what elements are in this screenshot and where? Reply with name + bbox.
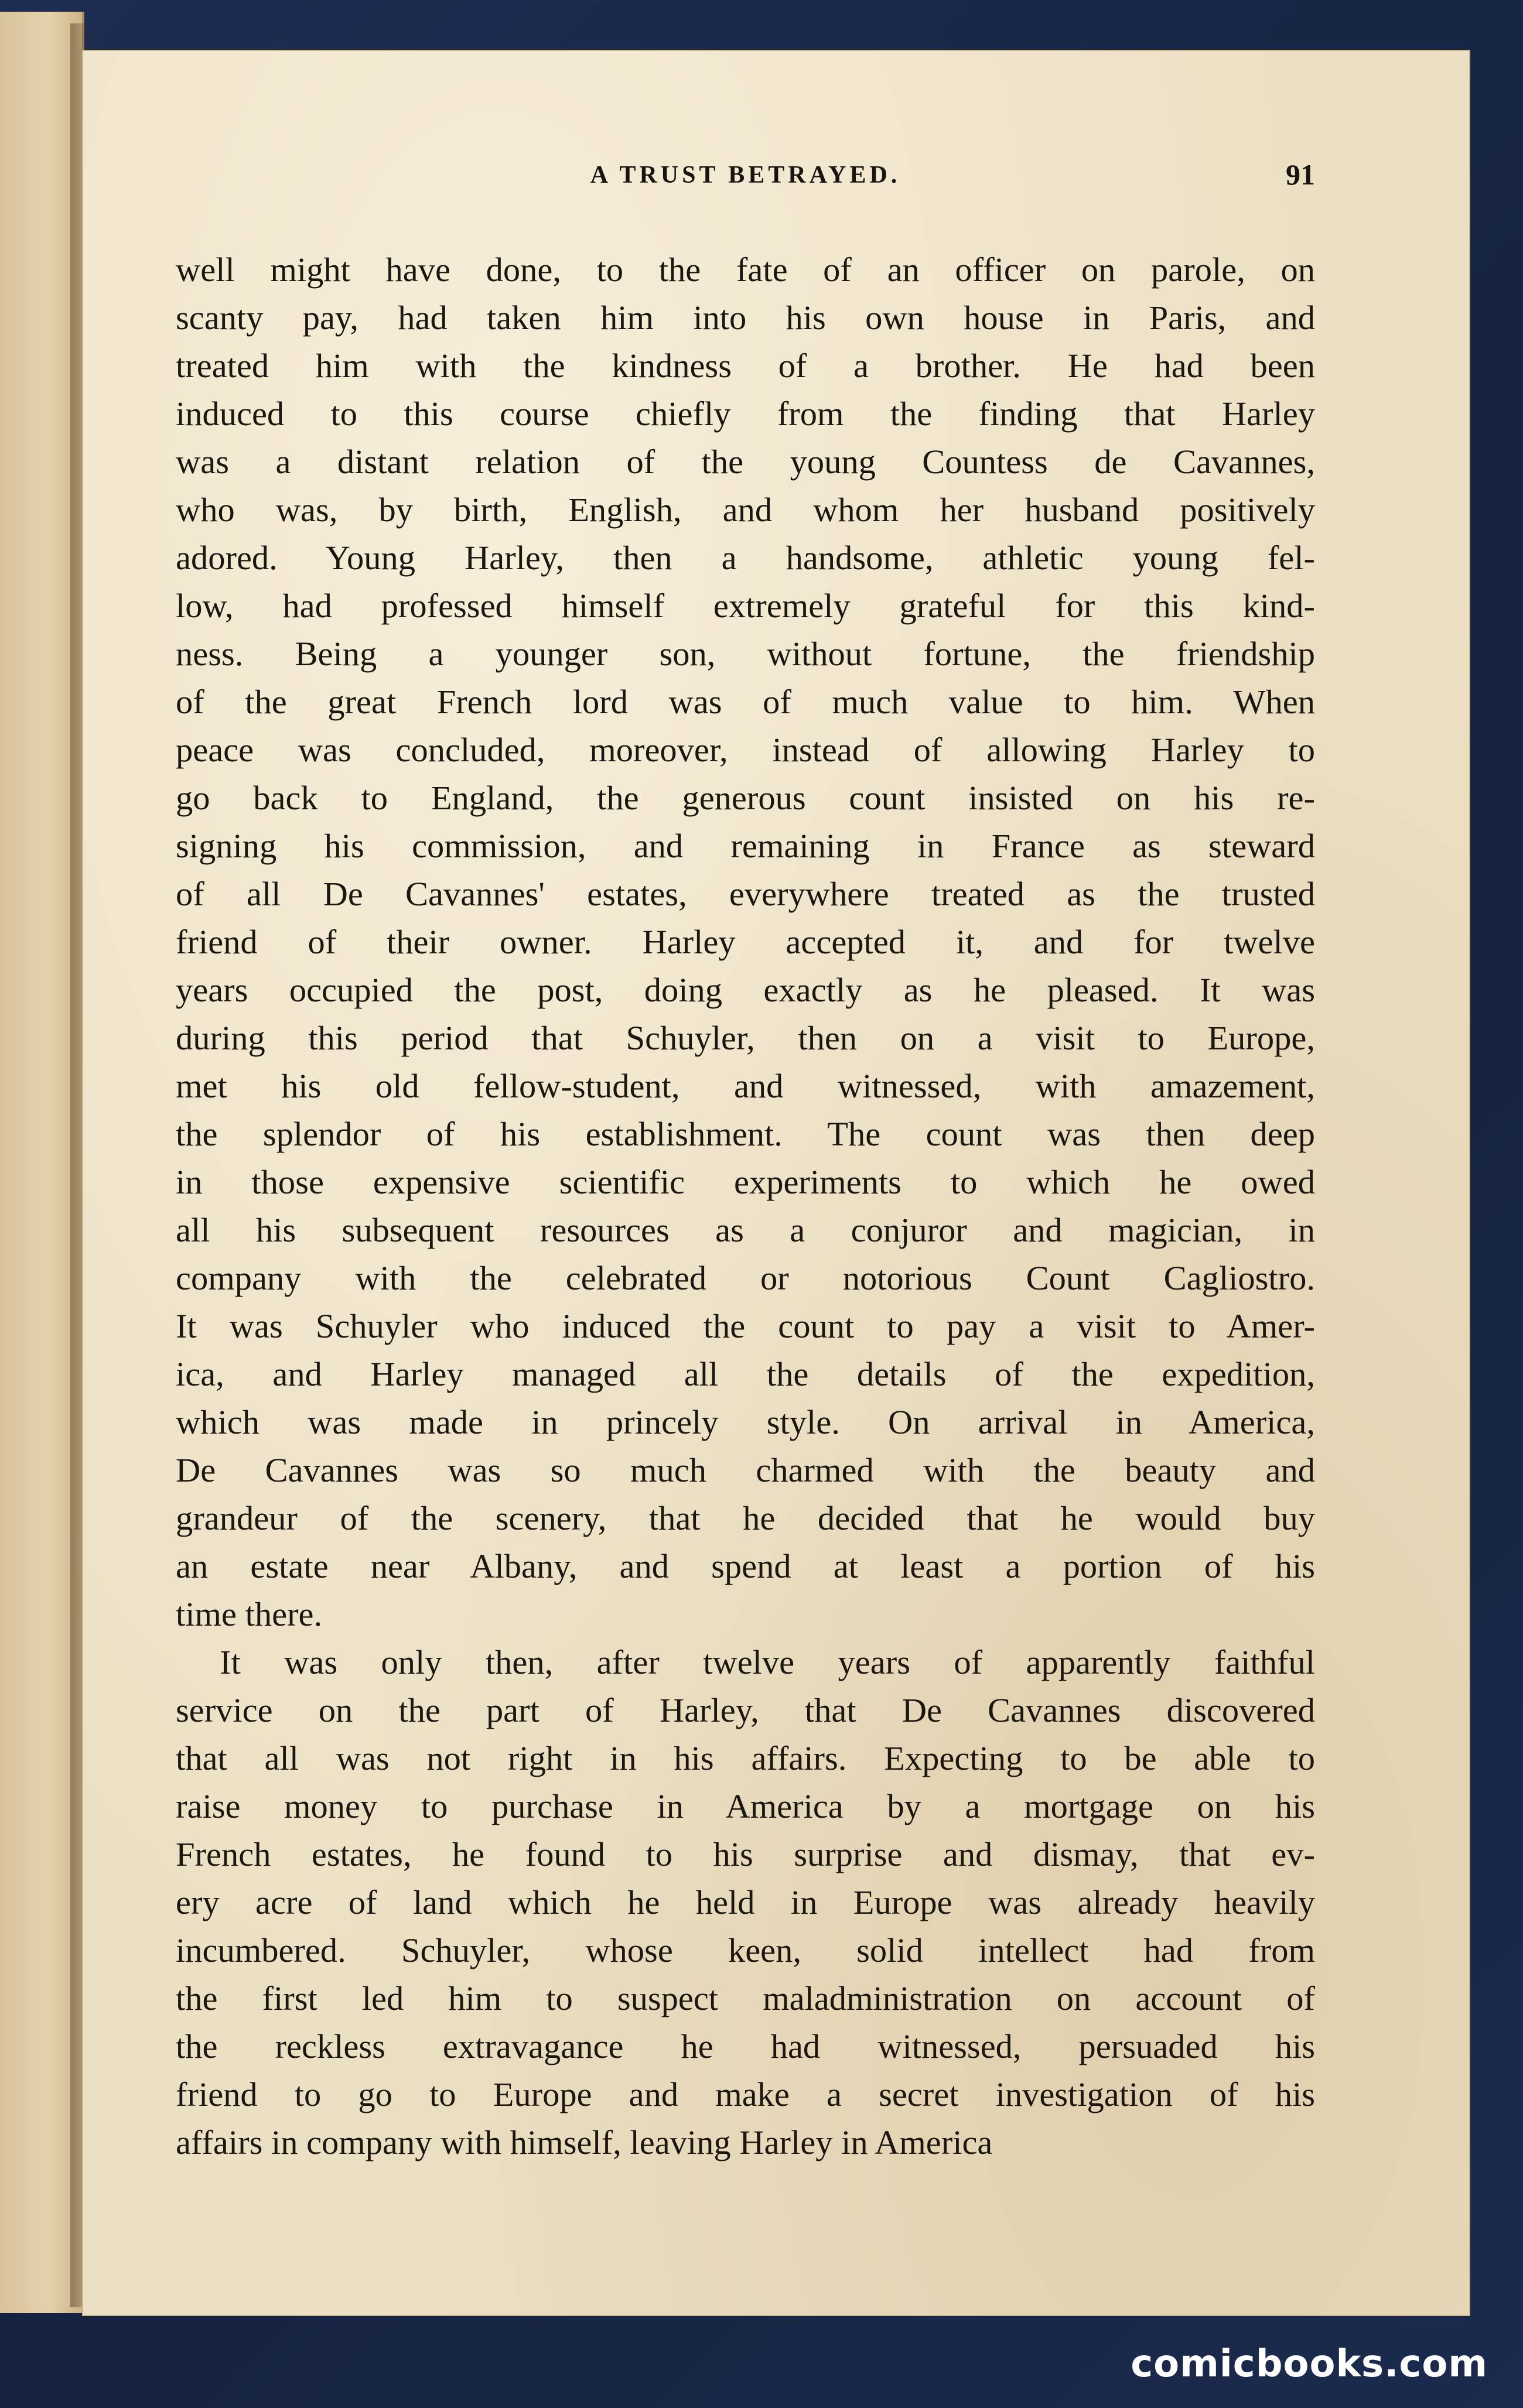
text-line: adored. Young Harley, then a handsome, athletic young fel- bbox=[176, 539, 1315, 577]
text-line: of the great French lord was of much value to him. When bbox=[176, 683, 1315, 721]
paragraph bbox=[176, 246, 1315, 1639]
text-line: low, had professed himself extremely grateful for this kind- bbox=[176, 587, 1315, 625]
text-line: ness. Being a younger son, without fortune, the friendship bbox=[176, 635, 1315, 673]
text-line: incumbered. Schuyler, whose keen, solid intellect had from bbox=[176, 1931, 1315, 1969]
text-line: go back to England, the generous count insisted on his re- bbox=[176, 779, 1315, 817]
text-line: in those expensive scientific experiments to which he owed bbox=[176, 1163, 1315, 1201]
body-text bbox=[176, 246, 1315, 2167]
text-line: all his subsequent resources as a conjuror and magician, in bbox=[176, 1211, 1315, 1249]
text-line: signing his commission, and remaining in France as steward bbox=[176, 827, 1315, 865]
text-line: It was Schuyler who induced the count to pay a visit to Amer- bbox=[176, 1307, 1315, 1345]
text-line: met his old fellow-student, and witnessed, with amazement, bbox=[176, 1067, 1315, 1105]
text-line: the reckless extravagance he had witnessed, persuaded his bbox=[176, 2027, 1315, 2065]
text-line: that all was not right in his affairs. Expecting to be able to bbox=[176, 1739, 1315, 1777]
paragraph bbox=[176, 1639, 1315, 2167]
text-line: peace was concluded, moreover, instead of allowing Harley to bbox=[176, 731, 1315, 769]
watermark: comicbooks.com bbox=[1131, 2342, 1488, 2386]
text-line: treated him with the kindness of a brother. He had been bbox=[176, 347, 1315, 385]
text-line: of all De Cavannes' estates, everywhere treated as the trusted bbox=[176, 875, 1315, 913]
page-number: 91 bbox=[1286, 158, 1315, 191]
text-line: well might have done, to the fate of an officer on parole, on bbox=[176, 251, 1315, 289]
text-line: scanty pay, had taken him into his own house in Paris, and bbox=[176, 299, 1315, 337]
text-line: during this period that Schuyler, then on a visit to Europe, bbox=[176, 1019, 1315, 1057]
running-title: A TRUST BETRAYED. bbox=[590, 162, 901, 189]
text-line: friend to go to Europe and make a secret investigation of his bbox=[176, 2075, 1315, 2113]
text-line: service on the part of Harley, that De Cavannes discovered bbox=[176, 1691, 1315, 1729]
text-line: friend of their owner. Harley accepted it, and for twelve bbox=[176, 923, 1315, 961]
text-line: who was, by birth, English, and whom her husband positively bbox=[176, 491, 1315, 529]
text-line: time there. bbox=[176, 1595, 323, 1633]
text-line: was a distant relation of the young Countess de Cavannes, bbox=[176, 443, 1315, 481]
text-line: the first led him to suspect maladministration on account of bbox=[176, 1979, 1315, 2017]
text-line: company with the celebrated or notorious Count Cagliostro. bbox=[176, 1259, 1315, 1297]
text-line: affairs in company with himself, leaving Harley in America bbox=[176, 2123, 993, 2161]
text-line: raise money to purchase in America by a mortgage on his bbox=[176, 1787, 1315, 1825]
text-line: induced to this course chiefly from the finding that Harley bbox=[176, 395, 1315, 433]
text-line: the splendor of his establishment. The count was then deep bbox=[176, 1115, 1315, 1153]
text-line: which was made in princely style. On arrival in America, bbox=[176, 1403, 1315, 1441]
text-line: years occupied the post, doing exactly as he pleased. It was bbox=[176, 971, 1315, 1009]
text-line: It was only then, after twelve years of apparently faithful bbox=[220, 1643, 1315, 1681]
page-header bbox=[176, 158, 1315, 202]
text-line: ery acre of land which he held in Europe was already heavily bbox=[176, 1883, 1315, 1921]
text-line: De Cavannes was so much charmed with the beauty and bbox=[176, 1451, 1315, 1489]
text-line: grandeur of the scenery, that he decided that he would buy bbox=[176, 1499, 1315, 1537]
text-line: French estates, he found to his surprise and dismay, that ev- bbox=[176, 1835, 1315, 1873]
text-line: ica, and Harley managed all the details of the expedition, bbox=[176, 1355, 1315, 1393]
text-line: an estate near Albany, and spend at least a portion of his bbox=[176, 1547, 1315, 1585]
